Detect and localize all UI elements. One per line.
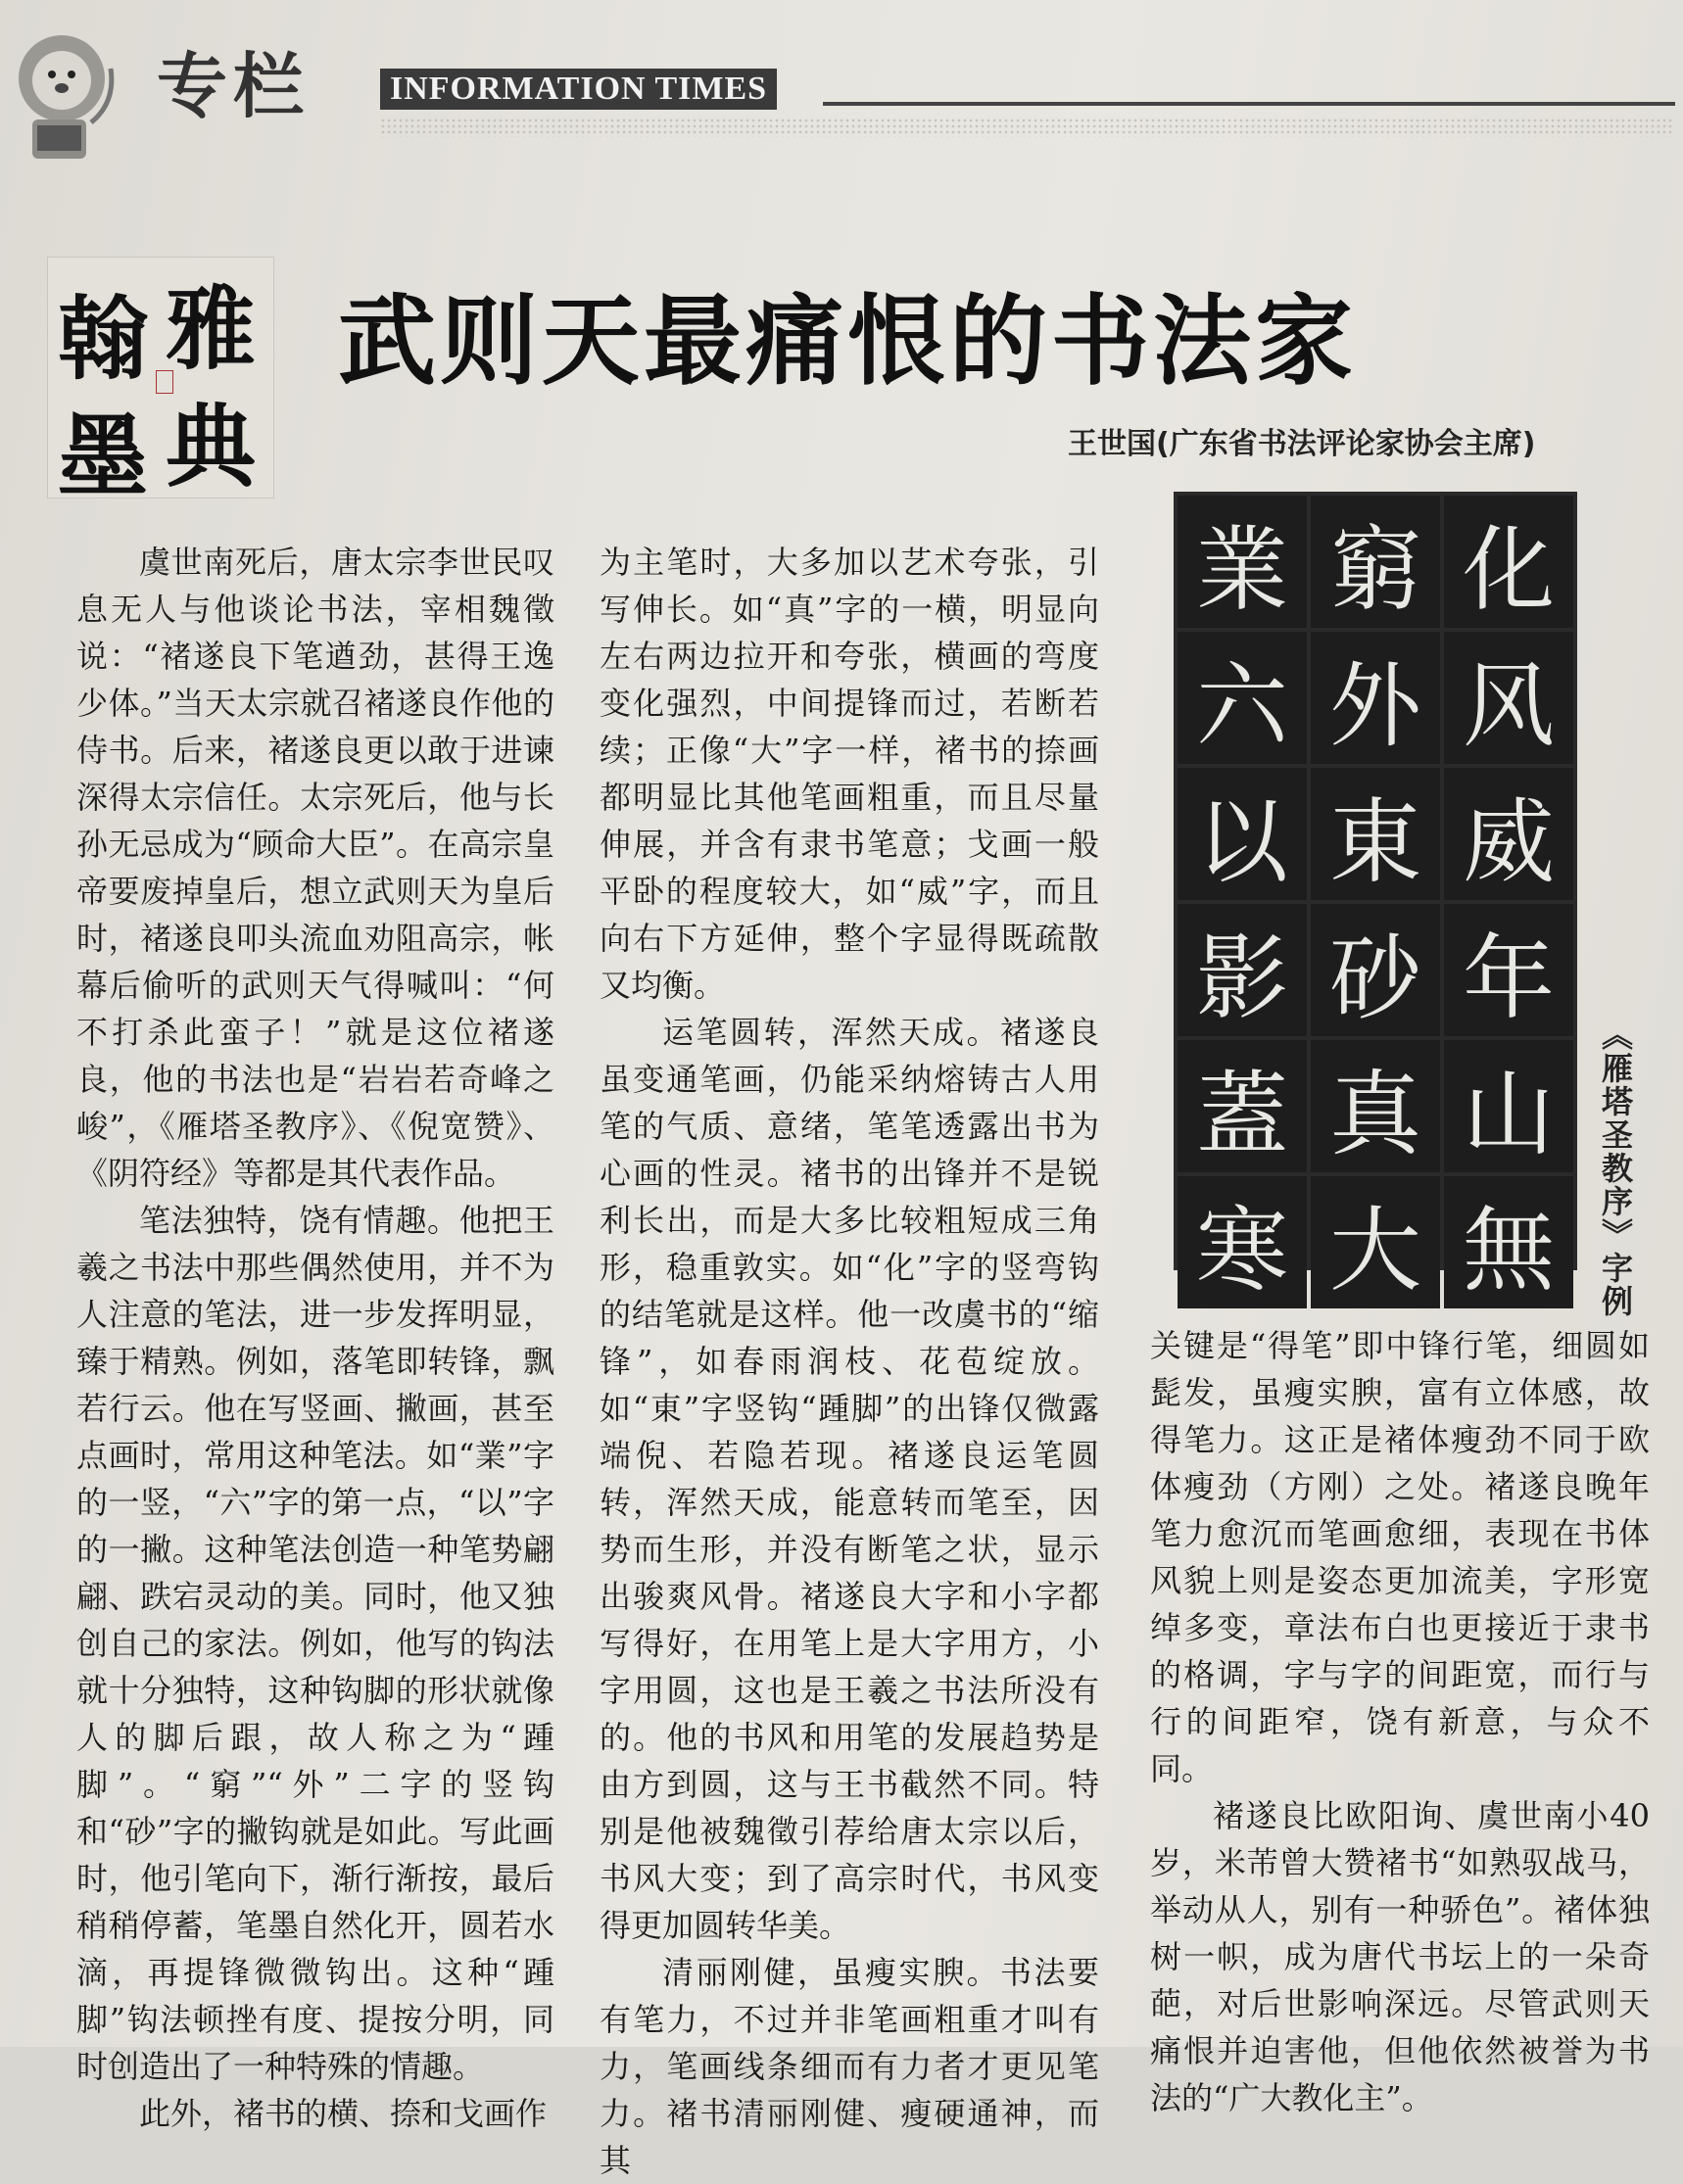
logo-char: 墨 [58, 404, 149, 509]
column-name: 专栏 [157, 45, 311, 127]
rubbing-char: 年 [1444, 904, 1573, 1036]
rubbing-char: 山 [1444, 1040, 1573, 1172]
rubbing-char: 威 [1444, 768, 1573, 900]
rubbing-char: 寒 [1178, 1176, 1307, 1308]
rubbing-char: 影 [1178, 904, 1307, 1036]
logo-char: 雅 [166, 276, 257, 382]
rubbing-char: 無 [1444, 1176, 1573, 1308]
header-dot-band [380, 118, 1673, 137]
rubbing-caption: 《雁塔圣教序》字例 [1597, 1019, 1634, 1318]
seal-icon [156, 370, 173, 394]
lion-mascot-icon [8, 29, 125, 166]
logo-char: 典 [166, 394, 257, 499]
paragraph: 褚遂良比欧阳询、虞世南小40岁，米芾曾大赞褚书“如熟驭战马，举动从人，别有一种骄色”。褚体独树一帜，成为唐代书坛上的一朵奇葩，对后世影响深远。尽管武则天痛恨并迫害他，但他依然被誉为书法的“广大教化主”。 [1150, 1797, 1650, 2116]
header-rule [823, 102, 1675, 106]
masthead-tag: INFORMATION TIMES [380, 69, 777, 110]
article-column-1 [76, 539, 554, 2137]
rubbing-char: 六 [1178, 632, 1307, 764]
paragraph: 笔法独特，饶有情趣。他把王羲之书法中那些偶然使用，并不为人注意的笔法，进一步发挥明显，臻于精熟。例如，落笔即转锋，飘若行云。他在写竖画、撇画，甚至点画时，常用这种笔法。如“業”字的一竖，“六”字的第一点，“以”字的一撇。这种笔法创造一种笔势翩翩、跌宕灵动的美。同时，他又独创自己的家法。例如，他写的钩法就十分独特，这种钩脚的形状就像人的脚后跟，故人称之为“踵脚”。“窮”“外”二字的竖钩和“砂”字的撇钩就是如此。写此画时，他引笔向下，渐行渐按，最后稍稍停蓄，笔墨自然化开，圆若水滴，再提锋微微钩出。这种“踵脚”钩法顿挫有度、提按分明，同时创造出了一种特殊的情趣。 [76, 1202, 554, 2085]
rubbing-char: 化 [1444, 496, 1573, 628]
paragraph: 关键是“得笔”即中锋行笔，细圆如髭发，虽瘦实腴，富有立体感，故得笔力。这正是褚体瘦劲不同于欧体瘦劲（方刚）之处。褚遂良晚年笔力愈沉而笔画愈细，表现在书体风貌上则是姿态更加流美，字形宽绰多变，章法布白也更接近于隶书的格调，字与字的间距宽，而行与行的间距窄，饶有新意，与众不同。 [1150, 1327, 1650, 1787]
article-column-2 [600, 539, 1099, 2184]
rubbing-char: 蓋 [1178, 1040, 1307, 1172]
paragraph: 运笔圆转，浑然天成。褚遂良虽变通笔画，仍能采纳熔铸古人用笔的气质、意绪，笔笔透露出书为心画的性灵。褚书的出锋并不是锐利长出，而是大多比较粗短成三角形，稳重敦实。如“化”字的竖弯钩的结笔就是这样。他一改虞书的“缩锋”，如春雨润枝、花苞绽放。如“東”字竖钩“踵脚”的出锋仅微露端倪、若隐若现。褚遂良运笔圆转，浑然天成，能意转而笔至，因势而生形，并没有断笔之状，显示出骏爽风骨。褚遂良大字和小字都写得好，在用笔上是大字用方，小字用圆，这也是王羲之书法所没有的。他的书风和用笔的发展趋势是由方到圆，这与王书截然不同。特别是他被魏徵引荐给唐太宗以后，书风大变；到了高宗时代，书风变得更加圆转华美。 [600, 1014, 1099, 1944]
logo-char: 翰 [58, 286, 149, 392]
paragraph: 虞世南死后，唐太宗李世民叹息无人与他谈论书法，宰相魏徵说：“褚遂良下笔遒劲，甚得王逸少体。”当天太宗就召褚遂良作他的侍书。后来，褚遂良更以敢于进谏深得太宗信任。太宗死后，他与长孙无忌成为“顾命大臣”。在高宗皇帝要废掉皇后，想立武则天为皇后时，褚遂良叩头流血劝阻高宗，帐幕后偷听的武则天气得喊叫：“何不打杀此蛮子！”就是这位褚遂良，他的书法也是“岩岩若奇峰之峻”，《雁塔圣教序》、《倪宽赞》、《阴符经》等都是其代表作品。 [76, 544, 554, 1192]
rubbing-char: 業 [1178, 496, 1307, 628]
rubbing-char: 外 [1311, 632, 1440, 764]
rubbing-char: 以 [1178, 768, 1307, 900]
article-column-3 [1150, 1322, 1650, 2121]
rubbing-char: 東 [1311, 768, 1440, 900]
paragraph: 为主笔时，大多加以艺术夸张，引写伸长。如“真”字的一横，明显向左右两边拉开和夸张，横画的弯度变化强烈，中间提锋而过，若断若续；正像“大”字一样，褚书的捺画都明显比其他笔画粗重，而且尽量伸展，并含有隶书笔意；戈画一般平卧的程度较大，如“威”字，而且向右下方延伸，整个字显得既疏散又均衡。 [600, 544, 1099, 1004]
rubbing-char: 窮 [1311, 496, 1440, 628]
column-logo [47, 257, 274, 509]
rubbing-char: 大 [1311, 1176, 1440, 1308]
calligraphy-rubbing [1174, 492, 1577, 1305]
paragraph: 清丽刚健，虽瘦实腴。书法要有笔力，不过并非笔画粗重才叫有力，笔画线条细而有力者才更见笔力。褚书清丽刚健、瘦硬通神，而其 [600, 1954, 1099, 2179]
article-title: 武则天最痛恨的书法家 [338, 284, 1357, 399]
article-byline: 王世国(广东省书法评论家协会主席) [1068, 427, 1536, 461]
rubbing-char: 风 [1444, 632, 1573, 764]
rubbing-char: 真 [1311, 1040, 1440, 1172]
rubbing-char: 砂 [1311, 904, 1440, 1036]
paragraph: 此外，褚书的横、捺和戈画作 [139, 2095, 548, 2132]
